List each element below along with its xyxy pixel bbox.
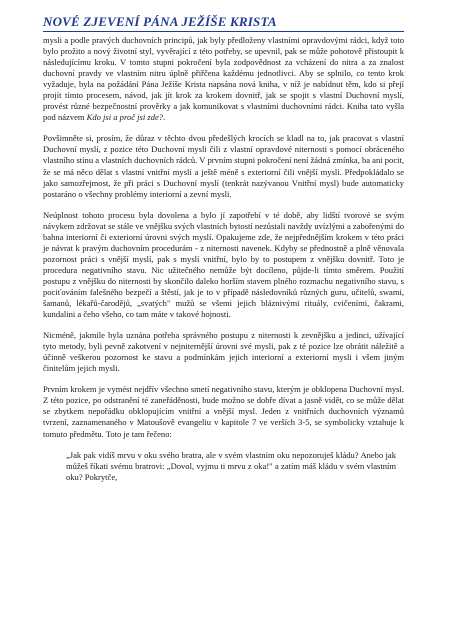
paragraph-2: Povšimněte si, prosím, že důraz v těchto dvou předešlých krocích se kladl na to, jak pracovat s vlastní Duchovní myslí, z pozice této Duchovní mysli čili z vlastní opravdové niternosti s pomocí obráceného vlastního stínu a vlastních duchovních rádců. V prvním stupni pokročení není žádná zmínka, ba ani pocit, že se má něco dělat s vlastní vnitřní myslí a ještě méně s exteriorní čili vnější myslí. Předpokládalo se jako samozřejmost, že při práci s Duchovní myslí (tenkrát nazývanou Vnitřní mysl) bude automaticky postaráno o všechny problémy interiorní a zevní mysli. [43, 133, 404, 199]
paragraph-3: Neúplnost tohoto procesu byla dovolena a bylo jí zapotřebí v té době, aby lidští tvorové se svým návykem zdržovat se stále ve vnějšku svých vlastních bytostí nezůstali navždy uvízlými a zabořenými do bahna interiorní či exteriorní úrovni svých myslí. Opakujeme zde, že nejpřednějším krokem v této práci je návrat k pravým duchovním procedurám - z niternosti navenek. Kdyby se přednostně a plně věnovala pozornost práci s vnější myslí, pak s myslí vnitřní, bylo by to postupem z vnějšku dovnitř. Toto je procedura negativního stavu. Nic užitečného nemůže být docíleno, půjde-li tímto směrem. Použití postupu z vnějšku do niternosti by skončilo daleko horším stavem plného rozmachu negativního stavu, s pociťováním falešného bezpečí a štěstí, jak je to v případě následovníků různých guru, učitelů, swami, šamanů, lékařů-čarodějů, „svatých" mužů se všemi jejich bláznivými rituály, cvičeními, čakrami, kundalini a čeho všeho, co tam máte v takové hojnosti. [43, 209, 404, 320]
header-divider [43, 31, 404, 32]
paragraph-1-text: mysli a podle pravých duchovních principů, jak byly předloženy vlastními opravdovými rádci, když toto bylo prožito a nový životní styl, vyvěrající z této potřeby, se upevnil, pak se může pohotově přistoupit k následujícímu kroku. V tomto stupni pokročení byla zodpovědnost za vcházení do nitra a za znalost duchovní pravdy ve vlastním nitru úplně přiřčena každému jednotlivci. Aby se splnilo, co tento krok vyžaduje, byla na požádání Pána Ježíše Krista napsána nová kniha, v níž je nabídnut těm, kdo si přejí projít tímto procesem, návod, jak jít krok za krokem dovnitř, jak se spojit s vlastní Duchovní myslí, provést různé bezpečnostní prověrky a jak komunikovat s vlastními duchovními rádci. Kniha tato vyšla pod názvem [43, 35, 404, 123]
paragraph-1 [43, 35, 404, 123]
paragraph-5: Prvním krokem je vymést nejdřív všechno smetí negativního stavu, kterým je obklopena Duchovní mysl. Z této pozice, po odstranění té zaneřáděnosti, bude možno se dobře dívat a jasně vidět, co se může dělat se zbytkem nepořádku obklopujícím vnitřní a vnější mysl. Jeden z vnitřních duchovních významů tvrzení, zaznamenaného v Matoušově evangeliu v kapitole 7 ve verších 3-5, se symbolicky vztahuje k tomuto předmětu. Toto je tam řečeno: [43, 384, 404, 439]
page-header [43, 0, 404, 32]
book-title-emphasis: Kdo jsi a proč jsi zde? [86, 112, 164, 123]
paragraph-1-tail: . [163, 112, 166, 123]
running-header-title: NOVÉ ZJEVENÍ PÁNA JEŽÍŠE KRISTA [43, 14, 277, 29]
body-text [43, 35, 404, 483]
paragraph-4: Nicméně, jakmile byla uznána potřeba správného postupu z niternosti k zevnějšku a jedinci, užívající tyto metody, byli pevně zakotvení v nejniternější úrovni své mysli, pak z té pozice lze obrátit náležitě a účinně veškerou pozornost ke stavu a podmínkám jejich interiorní a exteriorní mysli i všem jiným činitelům jejich mysli. [43, 330, 404, 374]
scripture-quote: „Jak pak vidíš mrvu v oku svého bratra, ale v svém vlastním oku nepozoruješ kládu? Anebo jak můžeš říkati svému bratrovi: „Dovol, vyjmu ti mrvu z oka!" a zatím máš kládu v svém vlastním oku? Pokrytče, [66, 449, 396, 482]
